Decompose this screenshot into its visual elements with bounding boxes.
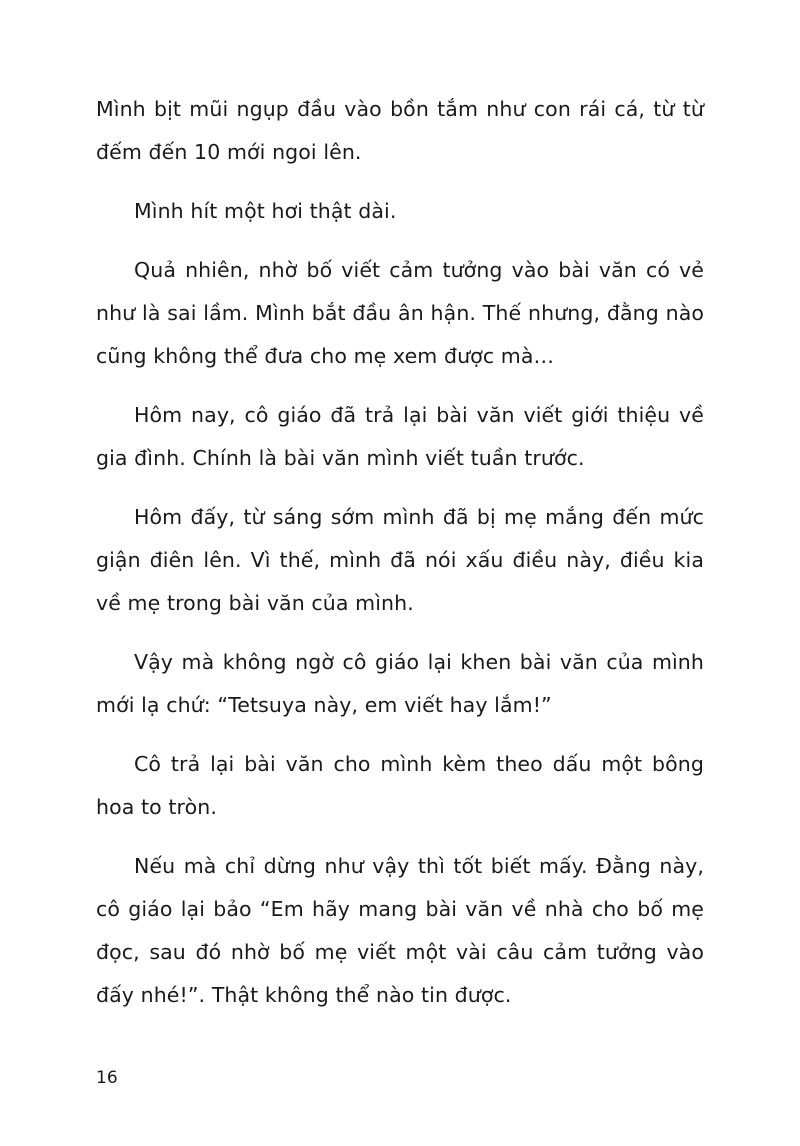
page-body: [96, 88, 704, 1017]
paragraph: Hôm nay, cô giáo đã trả lại bài văn viết giới thiệu về gia đình. Chính là bài văn mình viết tuần trước.: [96, 403, 704, 470]
paragraph: Hôm đấy, từ sáng sớm mình đã bị mẹ mắng đến mức giận điên lên. Vì thế, mình đã nói xấu điều này, điều kia về mẹ trong bài văn của mình.: [96, 505, 704, 615]
paragraph: Cô trả lại bài văn cho mình kèm theo dấu một bông hoa to tròn.: [96, 752, 704, 819]
paragraph: Mình hít một hơi thật dài.: [134, 199, 397, 223]
paragraph: Nếu mà chỉ dừng như vậy thì tốt biết mấy. Đằng này, cô giáo lại bảo “Em hãy mang bài văn về nhà cho bố mẹ đọc, sau đó nhờ bố mẹ viết một vài câu cảm tưởng vào đấy nhé!”. Thật không thể nào tin được.: [96, 854, 704, 1007]
paragraph: Quả nhiên, nhờ bố viết cảm tưởng vào bài văn có vẻ như là sai lầm. Mình bắt đầu ân hận. Thế nhưng, đằng nào cũng không thể đưa cho mẹ xem được mà…: [96, 258, 704, 368]
page-number: 16: [96, 1068, 118, 1088]
paragraph: Mình bịt mũi ngụp đầu vào bồn tắm như con rái cá, từ từ đếm đến 10 mới ngoi lên.: [96, 97, 704, 164]
paragraph: Vậy mà không ngờ cô giáo lại khen bài văn của mình mới lạ chứ: “Tetsuya này, em viết hay lắm!”: [96, 650, 704, 717]
